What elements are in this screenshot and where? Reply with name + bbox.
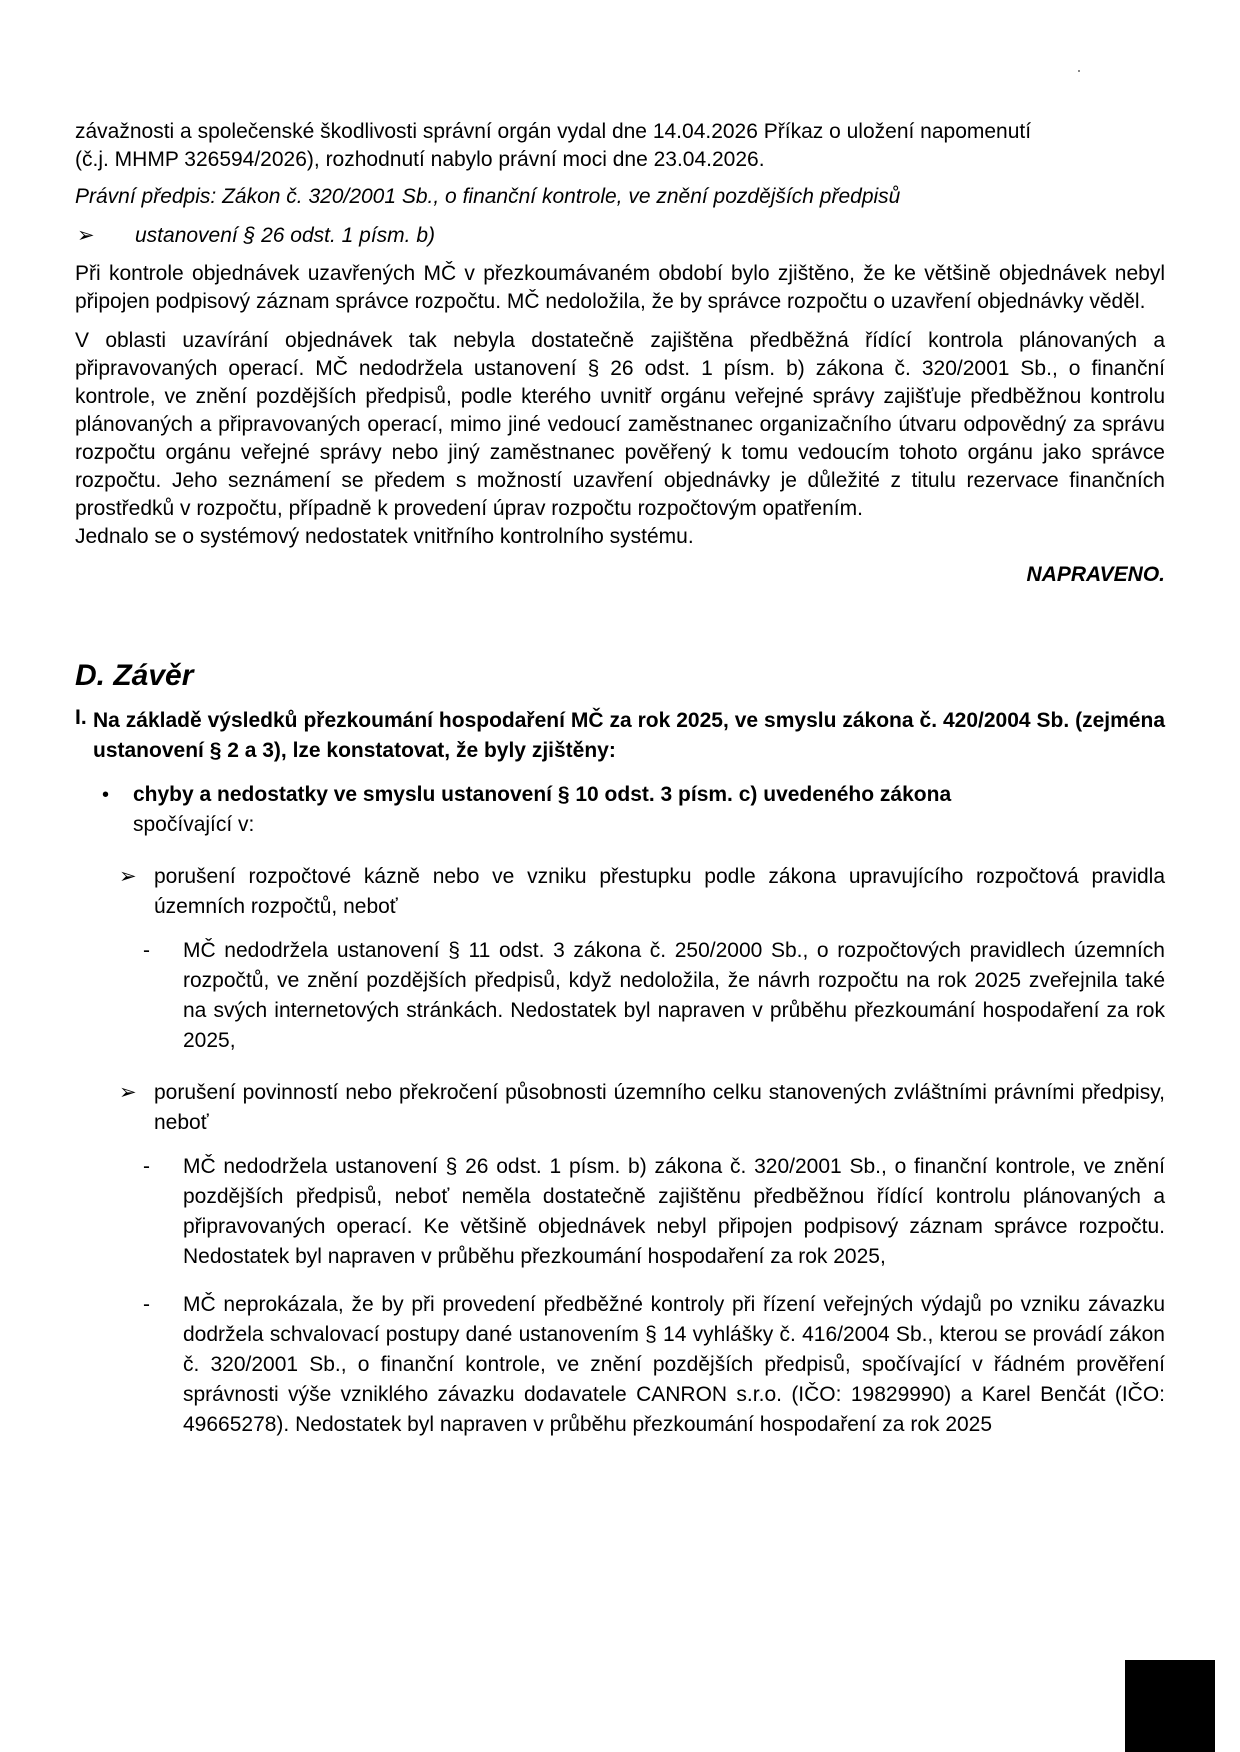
bullet-bold-text: chyby a nedostatky ve smyslu ustanovení § 10 odst. 3 písm. c) uvedeného zákona [133,783,952,806]
bullet-dot-icon: • [102,784,110,806]
sub-item-2-dash-1-text: MČ nedodržela ustanovení § 26 odst. 1 písm. b) zákona č. 320/2001 Sb., o finanční kontrole, ve znění pozdějších předpisů, neboť neměla dostatečně zajištěnu předběžnou řídící kontrolu plánovaných a připravovaných operací. Ke většině objednávek nebyl připojen podpisový záznam správce rozpočtu. Nedostatek byl napraven v průběhu přezkoumání hospodaření za rok 2025, [183,1155,1165,1268]
legal-provision-row [75,223,1165,248]
sub-item-1-dash-1-text: MČ nedodržela ustanovení § 11 odst. 3 zákona č. 250/2000 Sb., o rozpočtových pravidlech územních rozpočtů, ve znění pozdějších předpisů, když nedoložila, že návrh rozpočtu na rok 2025 zveřejnila také na svých internetových stránkách. Nedostatek byl napraven v průběhu přezkoumání hospodaření za rok 2025, [183,939,1165,1052]
finding-paragraph-1: Při kontrole objednávek uzavřených MČ v přezkoumávaném období bylo zjištěno, že ke většině objednávek nebyl připojen podpisový záznam správce rozpočtu. MČ nedoložila, že by správce rozpočtu o uzavření objednávky věděl. [75,262,1165,313]
legal-provision: ustanovení § 26 odst. 1 písm. b) [135,224,436,247]
finding-paragraph-2: V oblasti uzavírání objednávek tak nebyla dostatečně zajištěna předběžná řídící kontrola plánovaných a připravovaných operací. MČ nedodržela ustanovení § 26 odst. 1 písm. b) zákona č. 320/2001 Sb., o finanční kontrole, ve znění pozdějších předpisů, podle kterého uvnitř orgánu veřejné správy zajišťuje předběžnou kontrolu plánovaných a připravovaných operací, mimo jiné vedoucí zaměstnanec organizačního útvaru odpovědný za správu rozpočtu orgánu veřejné správy nebo jiný zaměstnanec pověřený k tomu vedoucím tohoto orgánu jako správce rozpočtu. Jeho seznámení se předem s možností uzavření objednávky je důležité z titulu rezervace finančních prostředků v rozpočtu, případně k provedení úprav rozpočtu rozpočtovým opatřením. [75,329,1165,520]
status-label: NAPRAVENO. [1026,563,1165,586]
bullet-item [75,780,1165,840]
intro-line-2: (č.j. MHMP 326594/2026), rozhodnutí nabylo právní moci dne 23.04.2026. [75,148,765,171]
redaction-box [1125,1660,1215,1752]
sub-item-2-dash-2-text: MČ neprokázala, že by při provedení předběžné kontroly při řízení veřejných výdajů po vzniku závazku dodržela schvalovací postupy dané ustanovením § 14 vyhlášky č. 416/2004 Sb., kterou se provádí zákon č. 320/2001 Sb., o finanční kontrole, ve znění pozdějších předpisů, spočívající v řádném prověření správnosti výše vzniklého závazku dodavatele CANRON s.r.o. (IČO: 19829990) a Karel Benčát (IČO: 49665278). Nedostatek byl napraven v průběhu přezkoumání hospodaření za rok 2025 [183,1293,1165,1436]
scan-speck [1078,70,1080,72]
section-title: D. Závěr [75,659,194,692]
roman-text: Na základě výsledků přezkoumání hospodaření MČ za rok 2025, ve smyslu zákona č. 420/2004 Sb. (zejména ustanovení § 2 a 3), lze konstatovat, že byly zjištěny: [93,709,1165,762]
sub-item-1 [75,862,1165,922]
sub-item-1-text: porušení rozpočtové kázně nebo ve vzniku přestupku podle zákona upravujícího rozpočtová pravidla územních rozpočtů, neboť [154,865,1165,918]
document-page [75,118,1165,1440]
intro-line-1: závažnosti a společenské škodlivosti správní orgán vydal dne 14.04.2026 Příkaz o uložení napomenutí [75,120,1032,143]
sub-item-1-dash-1 [75,936,1165,1056]
sub-item-2-dash-2 [75,1290,1165,1440]
roman-number: I. [75,706,87,729]
bullet-rest-text: spočívající v: [133,813,255,836]
sub-item-2-dash-1 [75,1152,1165,1272]
dash-bullet: - [143,1155,150,1178]
sub-item-2 [75,1078,1165,1138]
dash-bullet: - [143,939,150,962]
conclusion-item-i [75,706,1165,766]
arrow-bullet-icon: ➢ [119,865,137,888]
sub-item-2-text: porušení povinností nebo překročení působnosti územního celku stanovených zvláštními právními předpisy, neboť [154,1081,1165,1134]
bullet-text [133,780,1165,840]
arrow-bullet-icon: ➢ [119,1081,137,1104]
finding-conclusion: Jednalo se o systémový nedostatek vnitřního kontrolního systému. [75,525,694,548]
arrow-bullet-icon: ➢ [77,224,95,247]
legal-basis: Právní předpis: Zákon č. 320/2001 Sb., o finanční kontrole, ve znění pozdějších předpisů [75,185,901,208]
dash-bullet: - [143,1293,150,1316]
